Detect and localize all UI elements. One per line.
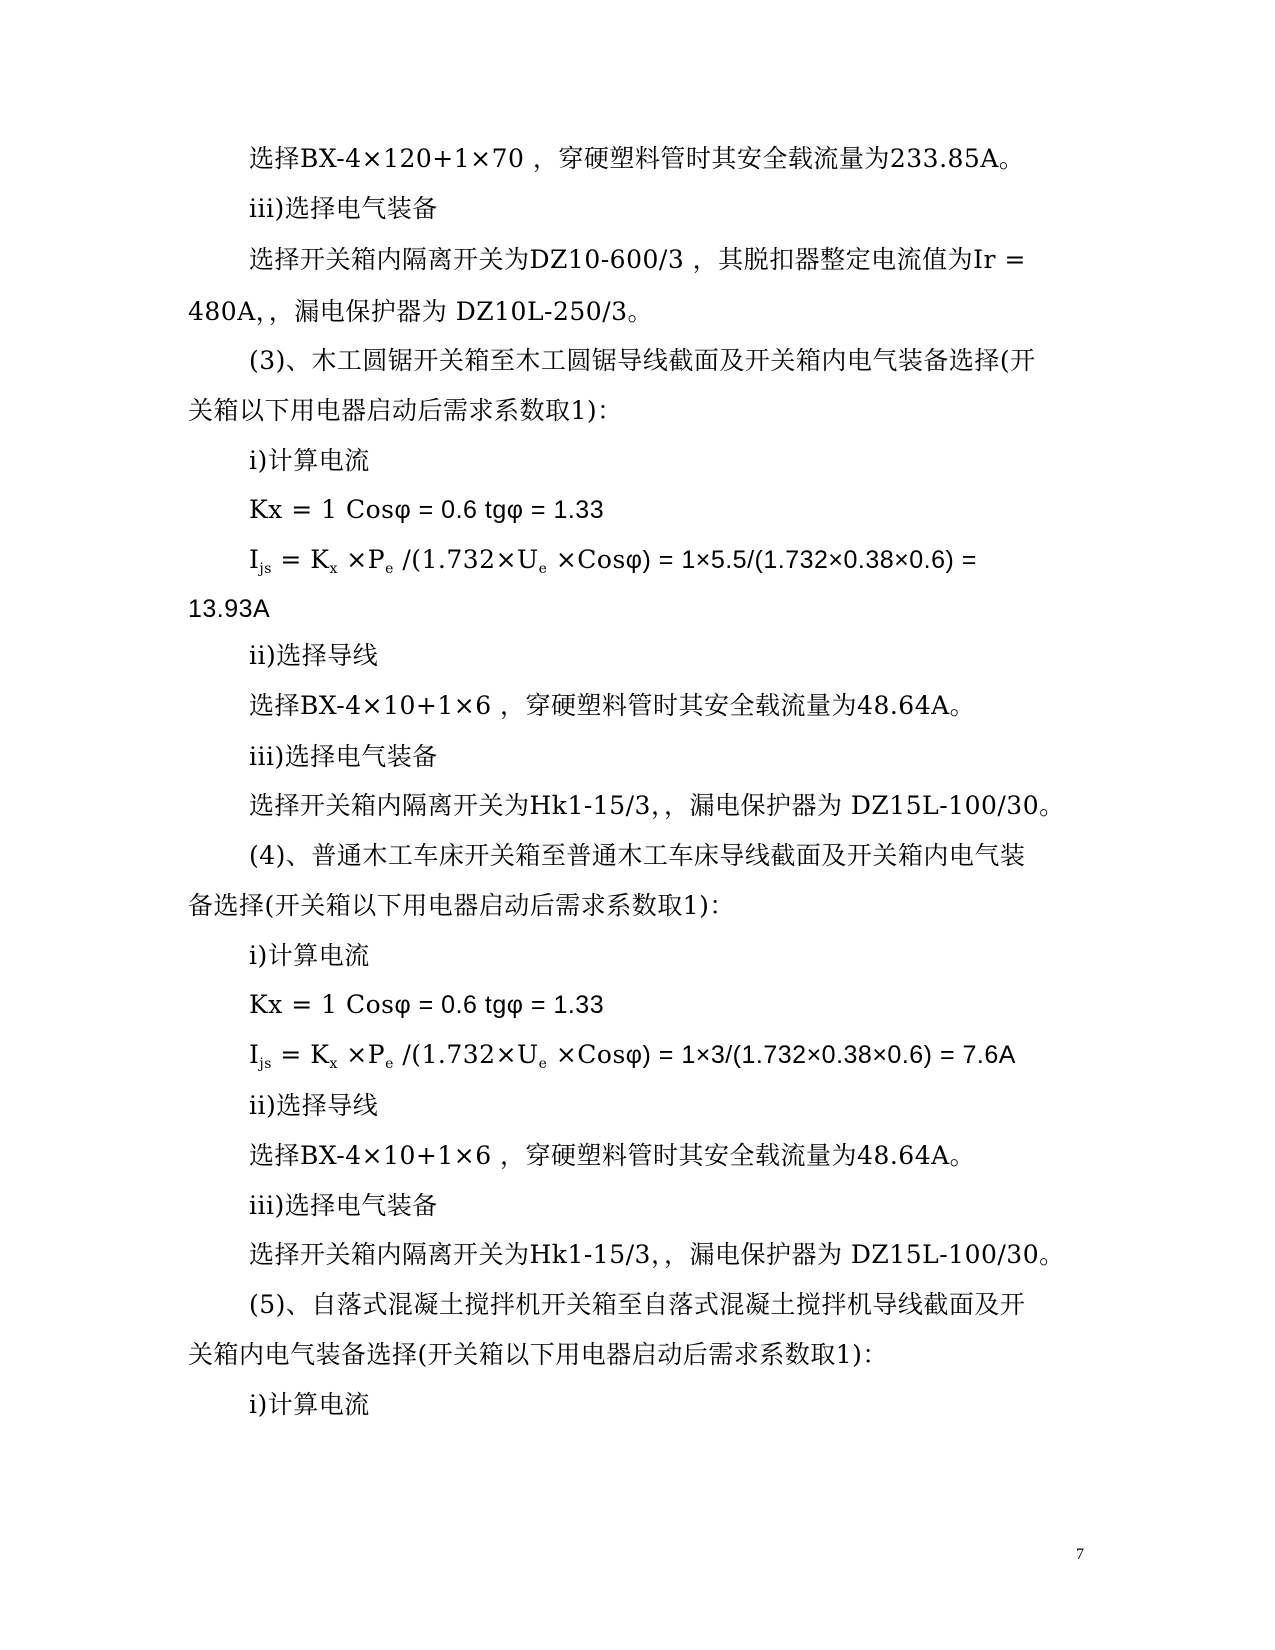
subheading: ii)选择导线: [249, 1091, 379, 1120]
formula-part: ×Cos: [547, 545, 626, 574]
subheading: i)计算电流: [249, 1390, 370, 1419]
formula-part: Kx = 1 Cos: [249, 990, 395, 1019]
formula-part: φ = 0.6 tgφ = 1.33: [394, 991, 605, 1019]
text-line: iii)选择电气装备: [249, 194, 438, 223]
subheading: i)计算电流: [249, 941, 370, 970]
formula-line: [249, 493, 604, 527]
formula-part: φ = 0.6 tgφ = 1.33: [394, 496, 605, 524]
text-line: 关箱以下用电器启动后需求系数取1)：: [188, 396, 623, 425]
formula-line: [249, 988, 604, 1022]
subheading: iii)选择电气装备: [249, 742, 438, 771]
formula-line: [249, 543, 977, 577]
subheading: ii)选择导线: [249, 641, 379, 670]
page-number: 7: [1076, 1546, 1084, 1563]
subscript: x: [329, 561, 338, 577]
formula-part: φ) = 1×3/(1.732×0.38×0.6) = 7.6A: [625, 1041, 1016, 1069]
subscript: e: [385, 1056, 394, 1072]
formula-part: I: [249, 545, 260, 574]
text-line: 选择BX-4×10+1×6 ，穿硬塑料管时其安全载流量为48.64A。: [249, 1141, 976, 1170]
subheading: i)计算电流: [249, 446, 370, 475]
text-line: 480A，，漏电保护器为 DZ10L-250/3。: [188, 297, 654, 326]
formula-part: φ) = 1×5.5/(1.732×0.38×0.6) =: [625, 546, 977, 574]
text-line: 选择BX-4×120+1×70 ，穿硬塑料管时其安全载流量为233.85A。: [249, 144, 1025, 173]
formula-part: ×P: [337, 1040, 386, 1069]
text-line: 13.93A: [188, 595, 271, 623]
formula-line: [249, 1038, 1016, 1072]
formula-part: ×P: [337, 545, 386, 574]
subscript: js: [259, 561, 272, 577]
formula-part: I: [249, 1040, 260, 1069]
formula-part: ×Cos: [547, 1040, 626, 1069]
section-heading: (4)、普通木工车床开关箱至普通木工车床导线截面及开关箱内电气装: [249, 841, 1026, 870]
formula-part: /(1.732×U: [393, 1040, 539, 1069]
section-heading: (5)、自落式混凝土搅拌机开关箱至自落式混凝土搅拌机导线截面及开: [249, 1290, 1026, 1319]
subscript: e: [538, 561, 548, 577]
formula-part: /(1.732×U: [393, 545, 539, 574]
subscript: e: [538, 1056, 548, 1072]
formula-part: = K: [271, 545, 330, 574]
section-heading: (3)、木工圆锯开关箱至木工圆锯导线截面及开关箱内电气装备选择(开: [249, 346, 1036, 375]
text-line: 选择开关箱内隔离开关为Hk1-15/3，，漏电保护器为 DZ15L-100/30。: [249, 791, 1065, 820]
text-line: 选择开关箱内隔离开关为DZ10-600/3 ，其脱扣器整定电流值为Ir =: [249, 245, 1026, 274]
subheading: iii)选择电气装备: [249, 1191, 438, 1220]
text-line: 选择BX-4×10+1×6 ，穿硬塑料管时其安全载流量为48.64A。: [249, 691, 976, 720]
text-line: 选择开关箱内隔离开关为Hk1-15/3，，漏电保护器为 DZ15L-100/30。: [249, 1240, 1065, 1269]
text-line: 备选择(开关箱以下用电器启动后需求系数取1)：: [188, 891, 735, 920]
subscript: x: [329, 1056, 338, 1072]
formula-part: Kx = 1 Cos: [249, 495, 395, 524]
text-line: 关箱内电气装备选择(开关箱以下用电器启动后需求系数取1)：: [188, 1340, 888, 1369]
subscript: e: [385, 561, 394, 577]
subscript: js: [259, 1056, 272, 1072]
formula-part: = K: [271, 1040, 330, 1069]
